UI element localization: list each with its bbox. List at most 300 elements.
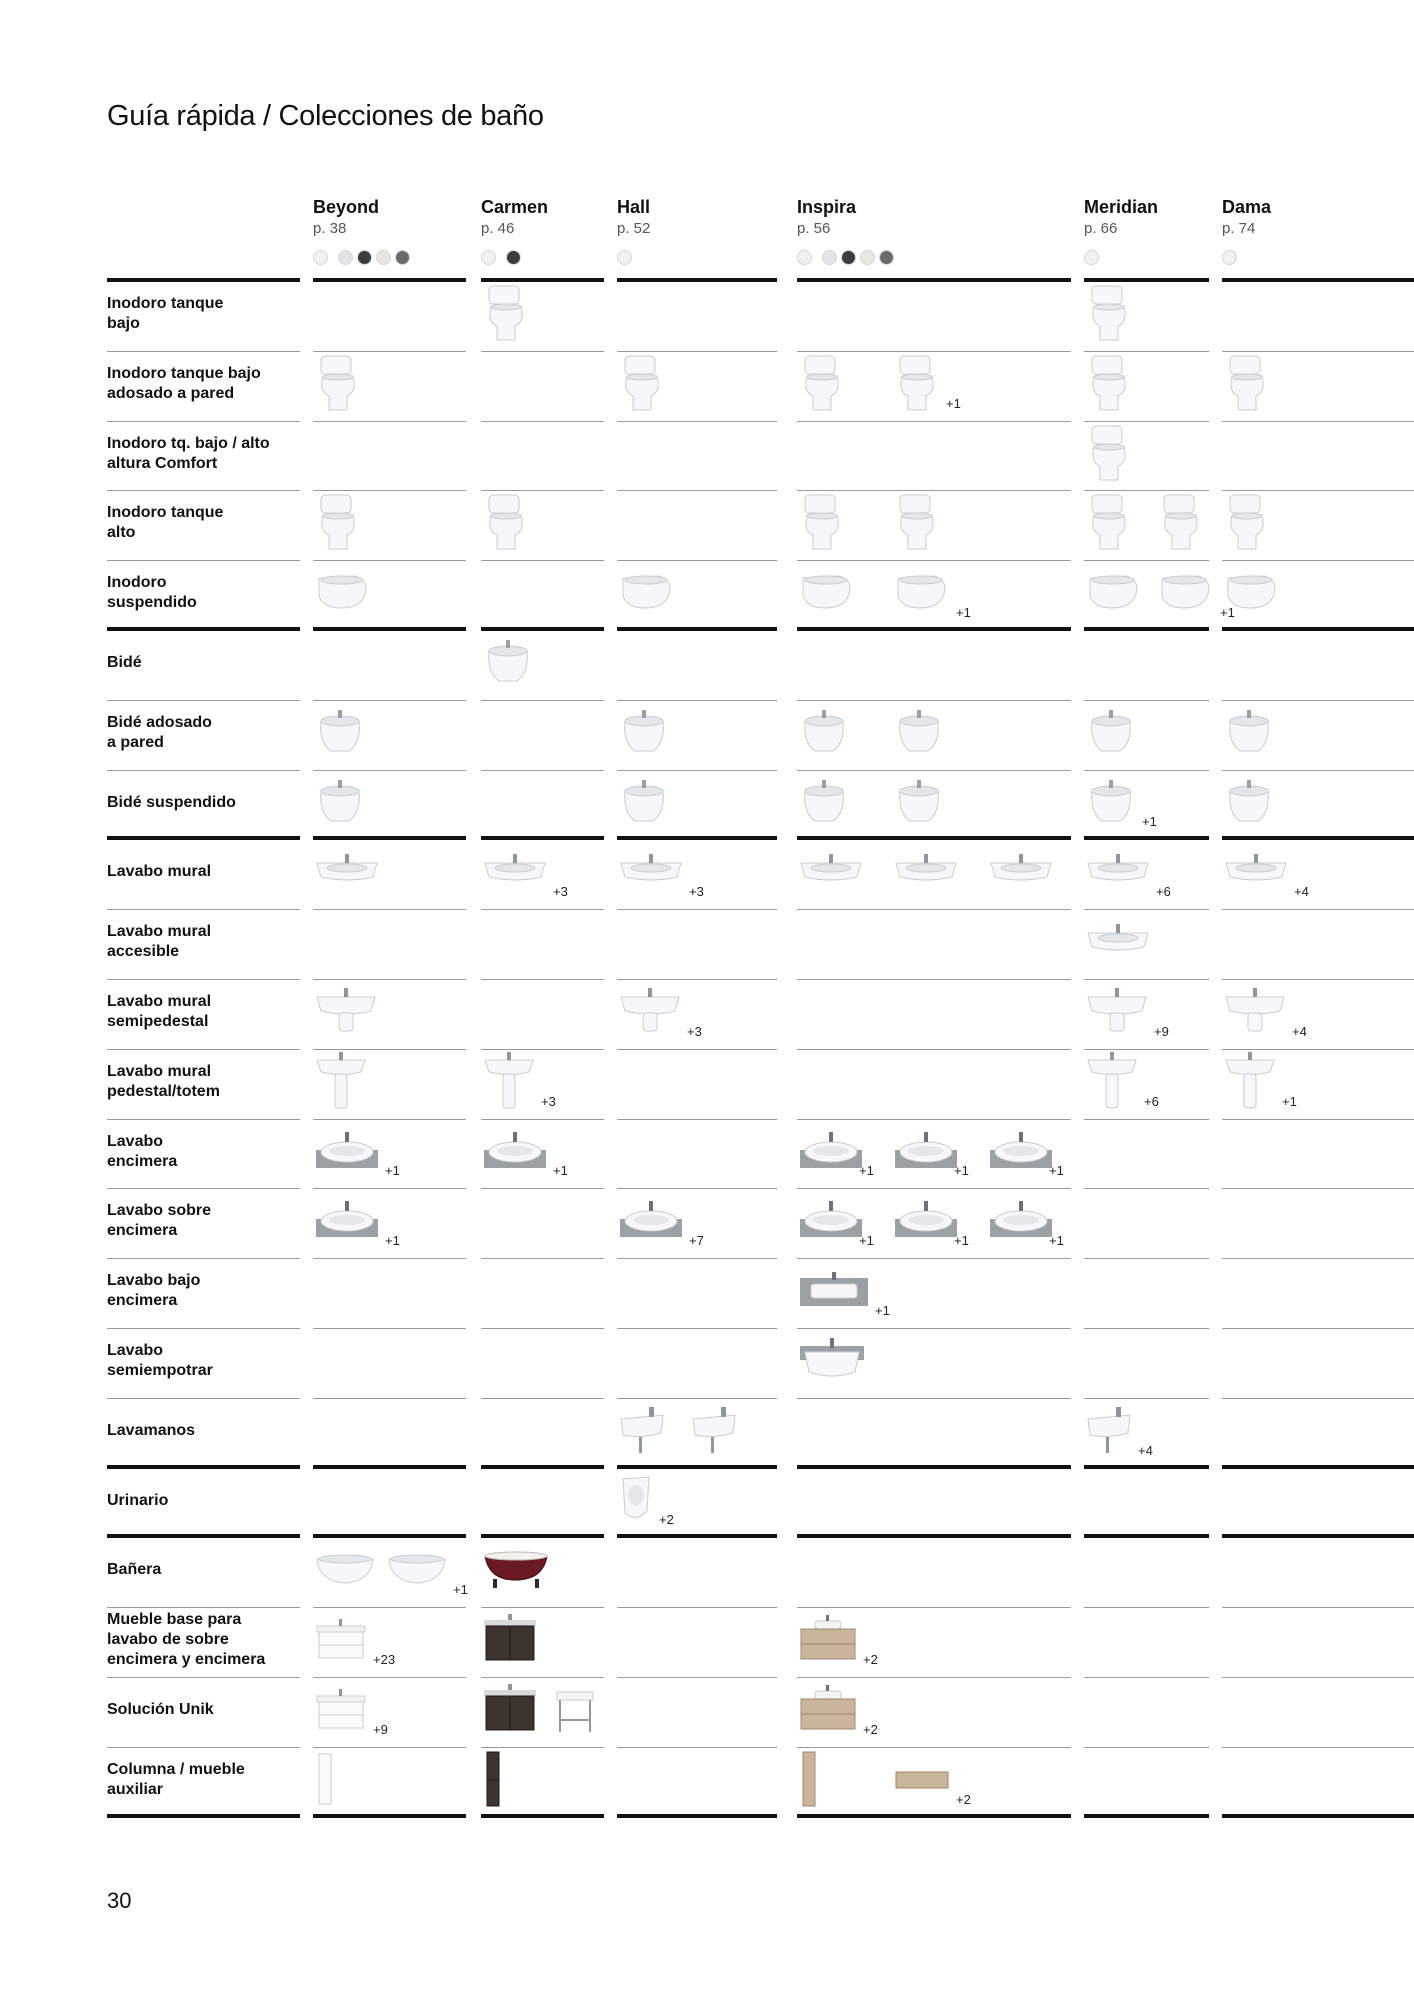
row-label: Columna / mueble auxiliar — [107, 1760, 245, 1798]
row-divider — [1222, 421, 1414, 422]
variant-count-badge: +1 — [1049, 1163, 1064, 1179]
dark-vanity-icon — [483, 1614, 537, 1669]
dark-column-icon — [483, 1750, 503, 1813]
variant-count-badge: +1 — [875, 1303, 890, 1318]
row-divider — [481, 490, 604, 491]
collection-name: Carmen — [481, 197, 549, 217]
section-divider — [617, 836, 777, 840]
row-divider — [797, 1398, 1071, 1399]
color-swatch — [822, 250, 837, 265]
section-divider — [1222, 278, 1414, 282]
section-divider — [481, 1814, 604, 1818]
row-label: Bidé — [107, 653, 142, 671]
wood-column-icon — [799, 1750, 819, 1813]
row-divider — [617, 1398, 777, 1399]
section-divider — [1222, 627, 1414, 631]
row-divider — [797, 490, 1071, 491]
section-divider — [797, 836, 1071, 840]
countertop-basin-icon — [315, 1132, 379, 1175]
row-label: Lavabo mural — [107, 863, 212, 881]
row-divider — [1222, 1677, 1414, 1678]
collection-header — [481, 196, 548, 239]
collection-name: Inspira — [797, 197, 857, 217]
variant-count-badge: +3 — [687, 1023, 702, 1039]
section-divider — [617, 1814, 777, 1818]
variant-count-badge: +3 — [689, 884, 704, 900]
urinal-icon — [619, 1475, 653, 1530]
row-label: Lavabo semiempotrar — [107, 1341, 213, 1379]
row-divider — [107, 1607, 300, 1608]
row-divider — [617, 490, 777, 491]
row-label: Bidé adosado a pared — [107, 713, 212, 751]
section-divider — [481, 836, 604, 840]
semipedestal-basin-icon — [1224, 987, 1286, 1040]
section-divider — [107, 278, 300, 282]
countertop-basin-icon — [989, 1132, 1053, 1175]
section-divider — [1222, 1465, 1414, 1469]
semi-recessed-basin-icon — [799, 1338, 865, 1387]
row-divider — [617, 421, 777, 422]
undercounter-basin-icon — [799, 1272, 869, 1313]
collection-header — [617, 196, 650, 239]
toilet-icon — [619, 354, 665, 417]
row-divider — [107, 1398, 300, 1399]
countertop-basin-icon — [989, 1201, 1053, 1244]
collection-page-ref: p. 46 — [481, 220, 515, 237]
basin-icon — [315, 853, 379, 894]
row-divider — [481, 700, 604, 701]
section-divider — [313, 1534, 466, 1538]
color-swatch — [506, 250, 521, 265]
row-label: Lavabo bajo encimera — [107, 1272, 201, 1310]
row-label: Lavabo mural pedestal/totem — [107, 1062, 220, 1100]
row-divider — [313, 351, 466, 352]
row-divider — [1084, 1049, 1209, 1050]
row-divider — [1084, 1258, 1209, 1259]
row-divider — [107, 1677, 300, 1678]
row-divider — [1084, 1607, 1209, 1608]
wall-toilet-icon — [619, 570, 675, 619]
collection-page-ref: p. 56 — [797, 220, 831, 237]
section-divider — [107, 1534, 300, 1538]
row-divider — [313, 979, 466, 980]
row-divider — [1084, 421, 1209, 422]
row-label: Urinario — [107, 1491, 169, 1509]
row-divider — [1084, 1677, 1209, 1678]
row-divider — [313, 560, 466, 561]
toilet-icon — [894, 354, 940, 417]
collection-page-ref: p. 38 — [313, 220, 347, 237]
bidet-icon — [619, 777, 669, 832]
row-divider — [1084, 1747, 1209, 1748]
countertop-basin-icon — [619, 1201, 683, 1244]
row-divider — [1084, 1119, 1209, 1120]
row-divider — [1222, 700, 1414, 701]
variant-count-badge: +1 — [954, 1233, 969, 1249]
row-divider — [313, 421, 466, 422]
clawfoot-bathtub-icon — [483, 1548, 549, 1595]
row-divider — [797, 1258, 1071, 1259]
section-divider — [1084, 1465, 1209, 1469]
variant-count-badge: +2 — [863, 1652, 878, 1667]
variant-count-badge: +1 — [946, 395, 961, 411]
row-divider — [481, 1677, 604, 1678]
collection-page-ref: p. 74 — [1222, 220, 1256, 237]
row-divider — [617, 1328, 777, 1329]
toilet-icon — [894, 493, 940, 556]
row-divider — [1084, 770, 1209, 771]
wall-toilet-icon — [1224, 570, 1280, 619]
variant-count-badge: +2 — [956, 1791, 971, 1807]
row-label: Bidé suspendido — [107, 793, 236, 811]
row-divider — [1222, 1188, 1414, 1189]
collection-page-ref: p. 52 — [617, 220, 651, 237]
variant-count-badge: +4 — [1294, 884, 1309, 900]
row-divider — [481, 1747, 604, 1748]
section-divider — [481, 1534, 604, 1538]
section-divider — [313, 1814, 466, 1818]
section-divider — [797, 1534, 1071, 1538]
row-divider — [107, 1328, 300, 1329]
row-divider — [1084, 560, 1209, 561]
row-label: Mueble base para lavabo de sobre encimera y encimera — [107, 1611, 266, 1669]
pedestal-basin-icon — [483, 1052, 535, 1115]
color-swatch — [860, 250, 875, 265]
row-divider — [1084, 351, 1209, 352]
bidet-icon — [315, 777, 365, 832]
row-divider — [1084, 490, 1209, 491]
collection-name: Dama — [1222, 197, 1272, 217]
row-divider — [481, 1188, 604, 1189]
row-divider — [1084, 909, 1209, 910]
variant-count-badge: +9 — [373, 1721, 388, 1737]
row-divider — [1084, 1398, 1209, 1399]
row-divider — [797, 421, 1071, 422]
row-divider — [107, 1049, 300, 1050]
variant-count-badge: +1 — [453, 1582, 468, 1598]
row-divider — [313, 1398, 466, 1399]
section-divider — [797, 1814, 1071, 1818]
collection-name: Meridian — [1084, 197, 1159, 217]
row-divider — [1222, 1119, 1414, 1120]
row-divider — [617, 979, 777, 980]
section-divider — [1222, 1534, 1414, 1538]
row-label: Inodoro suspendido — [107, 574, 197, 612]
section-divider — [797, 627, 1071, 631]
toilet-icon — [799, 493, 845, 556]
row-divider — [313, 1677, 466, 1678]
row-divider — [107, 1747, 300, 1748]
row-divider — [797, 1677, 1071, 1678]
row-divider — [481, 1119, 604, 1120]
section-divider — [313, 1465, 466, 1469]
pedestal-basin-icon — [1086, 1052, 1138, 1115]
bidet-icon — [1086, 707, 1136, 762]
toilet-icon — [315, 493, 361, 556]
section-divider — [617, 278, 777, 282]
variant-count-badge: +1 — [385, 1233, 400, 1249]
basin-icon — [1086, 853, 1150, 894]
section-divider — [313, 278, 466, 282]
variant-count-badge: +3 — [553, 884, 568, 900]
row-divider — [481, 979, 604, 980]
bidet-icon — [799, 707, 849, 762]
row-divider — [313, 1119, 466, 1120]
row-divider — [617, 1677, 777, 1678]
color-swatch — [797, 250, 812, 265]
collection-header — [797, 196, 856, 239]
wall-toilet-icon — [315, 570, 371, 619]
variant-count-badge: +7 — [689, 1233, 704, 1249]
row-divider — [797, 979, 1071, 980]
row-divider — [617, 770, 777, 771]
section-divider — [313, 627, 466, 631]
section-divider — [481, 627, 604, 631]
row-divider — [107, 560, 300, 561]
row-divider — [107, 909, 300, 910]
color-swatch — [1222, 250, 1237, 265]
bathtub-icon — [387, 1551, 447, 1592]
variant-count-badge: +1 — [1282, 1093, 1297, 1109]
color-swatch — [1084, 250, 1099, 265]
bidet-icon — [1086, 777, 1136, 832]
semipedestal-basin-icon — [1086, 987, 1148, 1040]
white-column-icon — [315, 1752, 335, 1811]
row-divider — [797, 1188, 1071, 1189]
toilet-icon — [1224, 493, 1270, 556]
bidet-icon — [619, 707, 669, 762]
row-divider — [313, 1747, 466, 1748]
row-divider — [481, 1398, 604, 1399]
countertop-basin-icon — [894, 1201, 958, 1244]
variant-count-badge: +1 — [1220, 605, 1235, 620]
row-divider — [1084, 700, 1209, 701]
row-divider — [1222, 1747, 1414, 1748]
bidet-icon — [1224, 707, 1274, 762]
row-divider — [481, 1328, 604, 1329]
variant-count-badge: +2 — [659, 1512, 674, 1528]
page-title: Guía rápida / Colecciones de baño — [107, 100, 544, 132]
small-basin-icon — [1086, 1405, 1132, 1460]
row-divider — [107, 351, 300, 352]
row-divider — [797, 700, 1071, 701]
variant-count-badge: +9 — [1154, 1023, 1169, 1039]
wall-toilet-icon — [1086, 570, 1142, 619]
section-divider — [797, 1465, 1071, 1469]
row-divider — [107, 979, 300, 980]
basin-icon — [1224, 853, 1288, 894]
collection-page-ref: p. 66 — [1084, 220, 1118, 237]
section-divider — [107, 836, 300, 840]
row-label: Inodoro tanque bajo adosado a pared — [107, 364, 261, 402]
color-swatch — [313, 250, 328, 265]
countertop-basin-icon — [894, 1132, 958, 1175]
row-divider — [797, 1607, 1071, 1608]
wall-toilet-icon — [894, 570, 950, 619]
toilet-icon — [1086, 354, 1132, 417]
variant-count-badge: +3 — [541, 1093, 556, 1109]
row-divider — [617, 909, 777, 910]
section-divider — [107, 1814, 300, 1818]
variant-count-badge: +1 — [859, 1233, 874, 1249]
row-label: Lavamanos — [107, 1421, 196, 1439]
bidet-icon — [799, 777, 849, 832]
row-divider — [617, 351, 777, 352]
row-divider — [1084, 979, 1209, 980]
row-divider — [481, 909, 604, 910]
semipedestal-basin-icon — [315, 987, 377, 1040]
row-divider — [1222, 909, 1414, 910]
countertop-basin-icon — [799, 1201, 863, 1244]
section-divider — [1084, 627, 1209, 631]
countertop-basin-icon — [483, 1132, 547, 1175]
variant-count-badge: +1 — [1049, 1233, 1064, 1249]
toilet-icon — [483, 493, 529, 556]
row-divider — [1222, 1607, 1414, 1608]
row-label: Lavabo encimera — [107, 1132, 178, 1170]
variant-count-badge: +1 — [954, 1163, 969, 1179]
section-divider — [617, 627, 777, 631]
row-divider — [313, 909, 466, 910]
row-divider — [1222, 979, 1414, 980]
small-basin-icon — [619, 1405, 665, 1460]
toilet-icon — [799, 354, 845, 417]
color-swatch — [376, 250, 391, 265]
white-vanity-icon — [315, 1688, 367, 1735]
row-divider — [797, 770, 1071, 771]
pedestal-basin-icon — [1224, 1052, 1276, 1115]
row-divider — [481, 351, 604, 352]
row-divider — [481, 421, 604, 422]
section-divider — [1222, 1814, 1414, 1818]
color-swatch — [395, 250, 410, 265]
row-divider — [481, 560, 604, 561]
row-divider — [617, 1119, 777, 1120]
small-basin-icon — [691, 1405, 737, 1460]
row-divider — [313, 1049, 466, 1050]
white-vanity-icon — [315, 1618, 367, 1665]
row-divider — [617, 1607, 777, 1608]
collection-header — [313, 196, 379, 239]
row-divider — [1222, 770, 1414, 771]
bidet-icon — [1224, 777, 1274, 832]
row-divider — [1084, 1328, 1209, 1329]
color-swatch — [338, 250, 353, 265]
row-divider — [617, 1188, 777, 1189]
row-divider — [617, 1258, 777, 1259]
page-number: 30 — [107, 1888, 132, 1913]
row-divider — [1222, 1258, 1414, 1259]
row-divider — [617, 1049, 777, 1050]
row-divider — [797, 1049, 1071, 1050]
wood-drawer-icon — [894, 1766, 950, 1797]
row-divider — [107, 1258, 300, 1259]
basin-icon — [1086, 923, 1150, 964]
dark-vanity-icon — [483, 1684, 537, 1739]
variant-count-badge: +4 — [1292, 1023, 1307, 1039]
collection-header — [1084, 196, 1158, 239]
bidet-icon — [894, 707, 944, 762]
row-divider — [313, 1328, 466, 1329]
row-divider — [107, 770, 300, 771]
collection-header — [1222, 196, 1271, 239]
countertop-basin-icon — [799, 1132, 863, 1175]
row-divider — [313, 490, 466, 491]
wood-vanity-icon — [799, 1615, 857, 1668]
basin-icon — [894, 853, 958, 894]
section-divider — [313, 836, 466, 840]
color-swatch — [481, 250, 496, 265]
toilet-icon — [1086, 424, 1132, 487]
toilet-icon — [315, 354, 361, 417]
row-divider — [313, 770, 466, 771]
section-divider — [107, 627, 300, 631]
color-swatch — [879, 250, 894, 265]
variant-count-badge: +1 — [553, 1163, 568, 1179]
row-divider — [797, 351, 1071, 352]
toilet-icon — [1158, 493, 1204, 556]
row-divider — [797, 1328, 1071, 1329]
toilet-icon — [483, 284, 529, 347]
section-divider — [1084, 278, 1209, 282]
collection-name: Hall — [617, 197, 651, 217]
row-divider — [617, 700, 777, 701]
variant-count-badge: +1 — [1142, 814, 1157, 830]
row-divider — [107, 1119, 300, 1120]
variant-count-badge: +1 — [859, 1163, 874, 1179]
row-label: Lavabo mural semipedestal — [107, 992, 212, 1030]
section-divider — [797, 278, 1071, 282]
section-divider — [1222, 836, 1414, 840]
toilet-icon — [1086, 493, 1132, 556]
basin-icon — [989, 853, 1053, 894]
section-divider — [617, 1534, 777, 1538]
color-swatch — [617, 250, 632, 265]
row-divider — [797, 909, 1071, 910]
toilet-icon — [1224, 354, 1270, 417]
variant-count-badge: +1 — [956, 605, 971, 620]
bidet-icon — [894, 777, 944, 832]
basin-icon — [483, 853, 547, 894]
row-divider — [1222, 351, 1414, 352]
row-divider — [481, 770, 604, 771]
row-divider — [797, 1119, 1071, 1120]
color-swatch — [357, 250, 372, 265]
section-divider — [481, 278, 604, 282]
row-divider — [313, 1188, 466, 1189]
row-divider — [481, 1049, 604, 1050]
row-divider — [1084, 1188, 1209, 1189]
row-divider — [107, 700, 300, 701]
bidet-icon — [315, 707, 365, 762]
section-divider — [107, 1465, 300, 1469]
row-divider — [313, 700, 466, 701]
row-divider — [797, 1747, 1071, 1748]
row-divider — [1222, 1328, 1414, 1329]
wall-toilet-icon — [1158, 570, 1214, 619]
section-divider — [617, 1465, 777, 1469]
row-divider — [107, 421, 300, 422]
section-divider — [1084, 1534, 1209, 1538]
row-label: Lavabo mural accesible — [107, 923, 212, 961]
row-divider — [1222, 1049, 1414, 1050]
row-label: Inodoro tanque alto — [107, 504, 224, 542]
variant-count-badge: +2 — [863, 1721, 878, 1737]
wall-toilet-icon — [799, 570, 855, 619]
row-divider — [107, 490, 300, 491]
variant-count-badge: +1 — [385, 1163, 400, 1179]
metal-stand-icon — [555, 1684, 595, 1739]
